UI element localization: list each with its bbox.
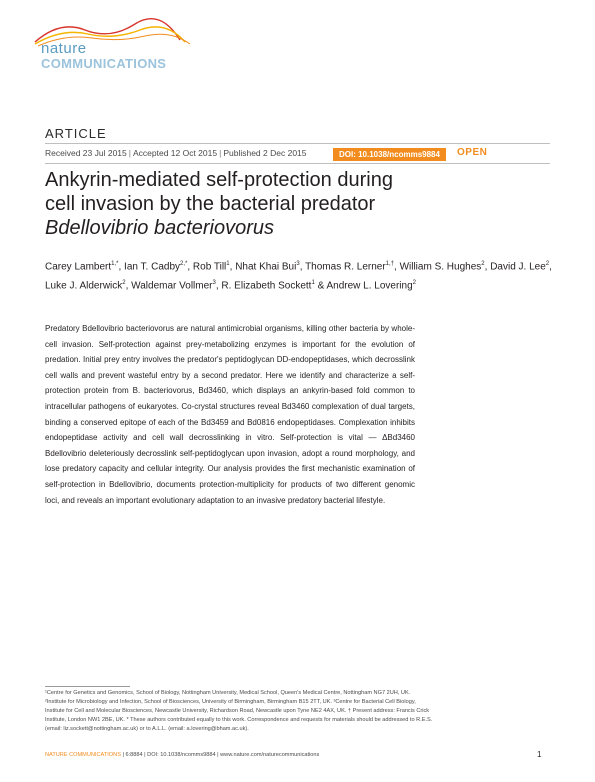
affiliations-footnotes [45, 689, 550, 734]
published-date: Published 2 Dec 2015 [223, 148, 307, 158]
footnote-line: ¹Centre for Genetics and Genomics, School of Biology, Nottingham University, Medical School, Queen's Medical Centre, Nottingham NG7 2UH, UK. [45, 690, 411, 696]
author-name: Thomas R. Lerner [305, 261, 386, 273]
abstract: Predatory Bdellovibrio bacteriovorus are natural antimicrobial organisms, killing other bacteria by whole-cell invasion. Self-protection against prey-metabolizing enzymes is important for the evolution of predation. Initial prey entry involves the predator's peptidoglycan DD-endopeptidases, which decrosslink cell walls and prevent wasteful entry by a second predator. Here we identify and characterize a self-protection protein from B. bacteriovorus, Bd3460, which displays an ankyrin-based fold common to intracellular pathogens of eukaryotes. Co-crystal structures reveal Bd3460 complexation of dual targets, binding a conserved epitope of each of the Bd3459 and Bd0816 endopeptidases. Complexation inhibits endopeptidase activity and cell wall decrosslinking in vitro. Self-protection is vital — ΔBd3460 Bdellovibrio deleteriously decrosslink self-peptidoglycan upon invasion, adopt a round morphology, and lose predatory capacity and cellular integrity. Our analysis provides the first mechanistic examination of self-protection in Bdellovibrio, documents protection-multiplicity for products of two different genomic loci, and reveals an important evolutionary adaptation to an invasive predatory bacterial lifestyle. [45, 324, 415, 505]
author-name: Ian T. Cadby [124, 261, 181, 273]
received-date: Received 23 Jul 2015 [45, 148, 127, 158]
date-separator: | [219, 148, 222, 158]
author-name: Carey Lambert [45, 261, 112, 273]
footnote-divider [45, 686, 130, 687]
header-divider-top [45, 143, 550, 144]
author-affiliation-marker: 1,† [385, 261, 395, 267]
footnote-line: Institute for Cell and Molecular Biosciences, Newcastle University, Richardson Road, Newcastle upon Tyne NE2 4AX, UK. † Present address: Francis Crick [45, 708, 430, 714]
footnote-line: (email: liz.sockett@nottingham.ac.uk) or to A.L.L. (email: a.lovering@bham.ac.uk). [45, 726, 249, 732]
author-name: Nhat Khai Bui [235, 261, 297, 273]
author-name: Andrew L. Lovering [326, 280, 413, 292]
date-separator: | [128, 148, 131, 158]
author-affiliation-marker: 1 [226, 261, 230, 267]
title-line-2: cell invasion by the bacterial predator [45, 193, 376, 215]
accepted-date: Accepted 12 Oct 2015 [132, 148, 218, 158]
author-name: William S. Hughes [399, 261, 482, 273]
page-number: 1 [537, 750, 542, 759]
journal-logo-nature: nature [41, 40, 87, 57]
footer-journal-name: NATURE COMMUNICATIONS [45, 752, 121, 758]
article-title [45, 168, 485, 240]
author-affiliation-marker: 1,* [111, 261, 119, 267]
author-name: David J. Lee [490, 261, 546, 273]
article-type-label: ARTICLE [45, 126, 107, 141]
title-line-1: Ankyrin-mediated self-protection during [45, 169, 393, 191]
page-footer [45, 752, 545, 758]
author-list: Carey Lambert$^{1,*}$, Ian T. Cadby$^{2,*}$, Rob Till$^1$, Nhat Khai Bui$^3$, Thomas R. Lerner$^{1,\dagger}$, William S. Hughes$^2$, David J. Lee$^2$, Luke J. Alderwick$^2$, Waldemar Vollmer$^3$, R. Elizabeth Sockett$^1$ & Andrew L. Lovering$^2$ [45, 261, 552, 292]
author-affiliation-marker: 2 [122, 280, 126, 287]
author-affiliation-marker: 3 [296, 261, 300, 267]
header-divider-bottom [45, 163, 550, 164]
author-affiliation-marker: 1 [311, 280, 315, 287]
footnote-line: Institute, London NW1 2BE, UK. * These authors contributed equally to this work. Correspondence and requests for materials should be addressed to R.E.S. [45, 717, 433, 723]
author-name: Luke J. Alderwick [45, 280, 123, 292]
author-affiliation-marker: 2,* [180, 261, 188, 267]
author-affiliation-marker: 2 [481, 261, 485, 267]
title-line-3: Bdellovibrio bacteriovorus [45, 217, 275, 239]
author-name: Waldemar Vollmer [131, 280, 213, 292]
author-affiliation-marker: 3 [212, 280, 216, 287]
author-affiliation-marker: 2 [545, 261, 550, 267]
author-affiliation-marker: 2 [412, 280, 416, 287]
author-name: R. Elizabeth Sockett [221, 280, 312, 292]
open-access-label: OPEN [457, 147, 488, 158]
article-dates [45, 148, 307, 158]
doi-badge[interactable]: DOI: 10.1038/ncomms9884 [333, 148, 446, 161]
footnote-line: ²Institute for Microbiology and Infection, School of Biosciences, University of Birmingham, Birmingham B15 2TT, UK. ³Centre for Bacterial Cell Biology, [45, 699, 416, 705]
author-name: Rob Till [192, 261, 227, 273]
journal-logo-communications: COMMUNICATIONS [41, 56, 167, 71]
footer-citation[interactable]: | 6:8884 | DOI: 10.1038/ncomms9884 | www.nature.com/naturecommunications [120, 752, 320, 758]
nature-logo-wave-icon [0, 0, 200, 60]
